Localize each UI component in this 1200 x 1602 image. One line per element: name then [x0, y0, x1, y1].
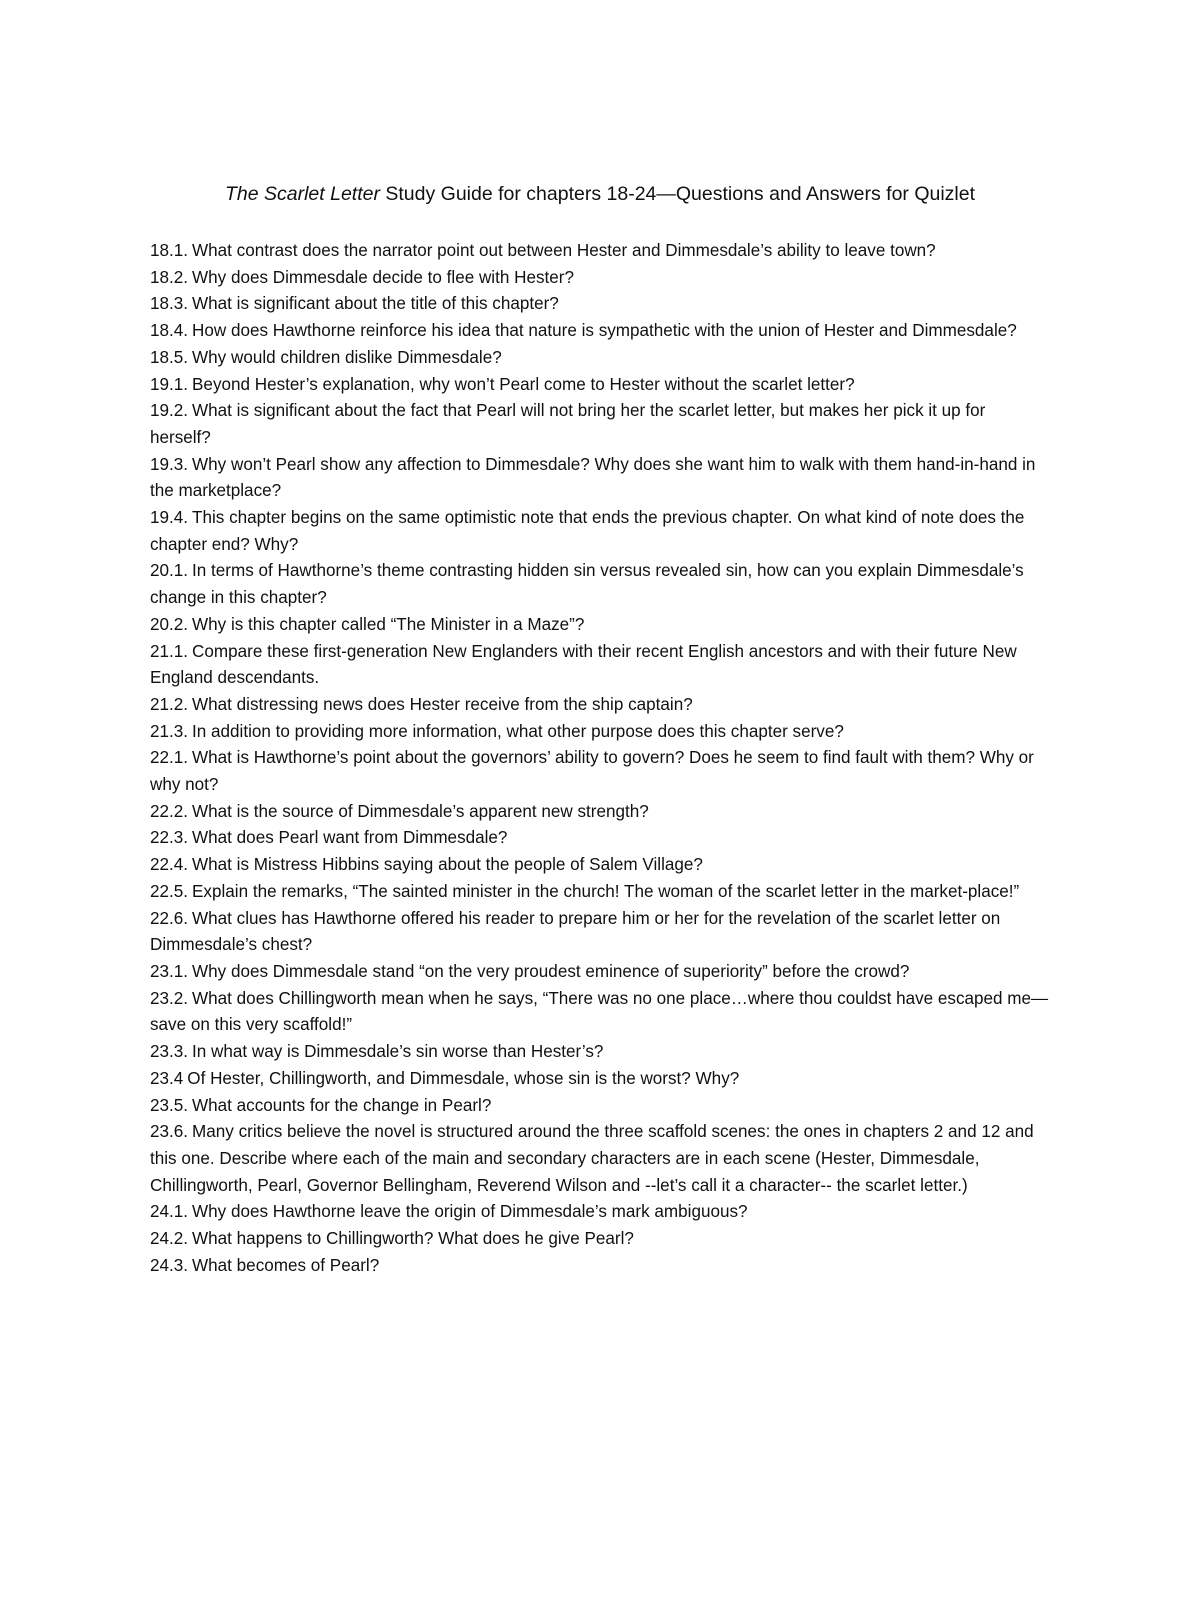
question-text: What contrast does the narrator point out between Hester and Dimmesdale’s ability to leave town? — [192, 241, 936, 260]
question-item — [150, 558, 1050, 611]
question-number: 23.2. — [150, 988, 189, 1008]
title-italic-part: The Scarlet Letter — [224, 183, 380, 205]
question-item — [150, 852, 1050, 879]
question-item — [150, 452, 1050, 505]
question-item — [150, 1066, 1050, 1093]
question-text: Beyond Hester’s explanation, why won’t Pearl come to Hester without the scarlet letter? — [192, 374, 855, 394]
question-number: 19.3. — [150, 454, 189, 474]
question-number: 23.1. — [150, 961, 189, 981]
question-text: Why does Hawthorne leave the origin of Dimmesdale’s mark ambiguous? — [192, 1202, 748, 1222]
question-text: Why is this chapter called “The Minister in a Maze”? — [192, 614, 585, 634]
question-text: Of Hester, Chillingworth, and Dimmesdale, whose sin is the worst? Why? — [187, 1068, 740, 1088]
question-number: 23.5. — [150, 1095, 189, 1115]
question-item — [150, 719, 1050, 746]
question-item — [150, 1039, 1050, 1066]
question-text: Why does Dimmesdale stand “on the very proudest eminence of superiority” before the crowd? — [192, 961, 910, 981]
question-item — [150, 692, 1050, 719]
question-text: What is Hawthorne’s point about the governors’ ability to govern? Does he seem to find fault with them? Why or why not? — [150, 748, 1034, 795]
question-item — [150, 318, 1050, 345]
question-number: 22.1. — [150, 748, 189, 768]
question-text: In what way is Dimmesdale’s sin worse than Hester’s? — [192, 1042, 604, 1062]
question-number: 21.3. — [150, 721, 189, 741]
question-text: Why won’t Pearl show any affection to Dimmesdale? Why does she want him to walk with them hand-in-hand in the marketplace? — [150, 454, 1036, 501]
question-text: This chapter begins on the same optimistic note that ends the previous chapter. On what kind of note does the chapter end? Why? — [150, 508, 1025, 554]
question-item — [150, 825, 1050, 852]
document-title — [150, 180, 1050, 208]
question-number: 21.2. — [150, 694, 189, 714]
question-text: Why does Dimmesdale decide to flee with Hester? — [192, 267, 574, 287]
question-text: What is significant about the fact that Pearl will not bring her the scarlet letter, but makes her pick it up for herself? — [150, 401, 986, 447]
question-number: 21.1. — [150, 641, 189, 661]
question-number: 20.2. — [150, 614, 189, 634]
question-item — [150, 879, 1050, 906]
question-item — [150, 345, 1050, 372]
question-number: 19.1. — [150, 374, 189, 394]
question-item — [150, 1226, 1050, 1253]
question-text: What clues has Hawthorne offered his reader to prepare him or her for the revelation of the scarlet letter on Dimmesdale’s chest? — [150, 908, 1001, 955]
question-item — [150, 238, 1050, 265]
question-text: What is Mistress Hibbins saying about the people of Salem Village? — [192, 855, 703, 875]
question-item — [150, 1199, 1050, 1226]
question-number: 22.3. — [150, 828, 189, 848]
question-text: In addition to providing more information, what other purpose does this chapter serve? — [192, 721, 844, 741]
question-item — [150, 745, 1050, 798]
question-text: What becomes of Pearl? — [192, 1255, 380, 1275]
question-number: 18.2. — [150, 267, 189, 287]
question-text: Compare these first-generation New Englanders with their recent English ancestors and with their future New England descendants. — [150, 641, 1017, 688]
question-number: 24.2. — [150, 1229, 189, 1249]
question-item — [150, 799, 1050, 826]
question-text: Explain the remarks, “The sainted minister in the church! The woman of the scarlet letter in the market-place!” — [192, 881, 1020, 901]
question-text: What distressing news does Hester receive from the ship captain? — [192, 694, 693, 714]
question-item — [150, 505, 1050, 558]
question-item — [150, 986, 1050, 1039]
question-number: 19.4. — [150, 508, 189, 528]
question-text: How does Hawthorne reinforce his idea that nature is sympathetic with the union of Hester and Dimmesdale? — [192, 321, 1017, 341]
question-number: 18.3. — [150, 294, 189, 314]
question-text: Why would children dislike Dimmesdale? — [192, 347, 502, 367]
question-number: 18.5. — [150, 347, 189, 367]
question-number: 18.4. — [150, 321, 189, 341]
question-number: 23.3. — [150, 1042, 189, 1062]
question-number: 23.6. — [150, 1122, 189, 1142]
question-text: What accounts for the change in Pearl? — [192, 1095, 492, 1115]
question-number: 18.1. — [150, 241, 189, 260]
question-item — [150, 291, 1050, 318]
question-item — [150, 612, 1050, 639]
question-number: 24.3. — [150, 1255, 189, 1275]
question-item — [150, 265, 1050, 292]
question-list — [150, 238, 1050, 1279]
question-number: 24.1. — [150, 1202, 189, 1222]
question-item — [150, 372, 1050, 399]
question-text: What does Chillingworth mean when he says, “There was no one place…where thou couldst have escaped me—save on this very scaffold!” — [150, 988, 1049, 1035]
question-number: 22.6. — [150, 908, 189, 928]
question-number: 19.2. — [150, 401, 189, 421]
question-item — [150, 1119, 1050, 1199]
question-text: In terms of Hawthorne’s theme contrasting hidden sin versus revealed sin, how can you explain Dimmesdale’s change in this chapter? — [150, 561, 1024, 608]
question-item — [150, 1093, 1050, 1120]
question-number: 23.4 — [150, 1068, 184, 1088]
question-item — [150, 639, 1050, 692]
question-number: 22.4. — [150, 855, 189, 875]
question-text: Many critics believe the novel is structured around the three scaffold scenes: the ones in chapters 2 and 12 and this one. Describe where each of the main and secondary characters are in each scene (Hester, Dimmesdale, Chillingworth, Pearl, Governor Bellingham, Reverend Wilson and --let’s call it a character-- the scarlet letter.) — [150, 1122, 1034, 1195]
question-number: 22.2. — [150, 801, 189, 821]
question-item — [150, 1253, 1050, 1280]
question-text: What happens to Chillingworth? What does he give Pearl? — [192, 1229, 634, 1249]
question-text: What does Pearl want from Dimmesdale? — [192, 828, 508, 848]
question-text: What is significant about the title of this chapter? — [192, 294, 559, 314]
question-item — [150, 959, 1050, 986]
title-rest-part: Study Guide for chapters 18-24—Questions and Answers for Quizlet — [379, 183, 976, 205]
question-number: 22.5. — [150, 881, 189, 901]
question-text: What is the source of Dimmesdale’s apparent new strength? — [192, 801, 649, 821]
question-number: 20.1. — [150, 561, 189, 581]
question-item — [150, 398, 1050, 451]
question-item — [150, 906, 1050, 959]
